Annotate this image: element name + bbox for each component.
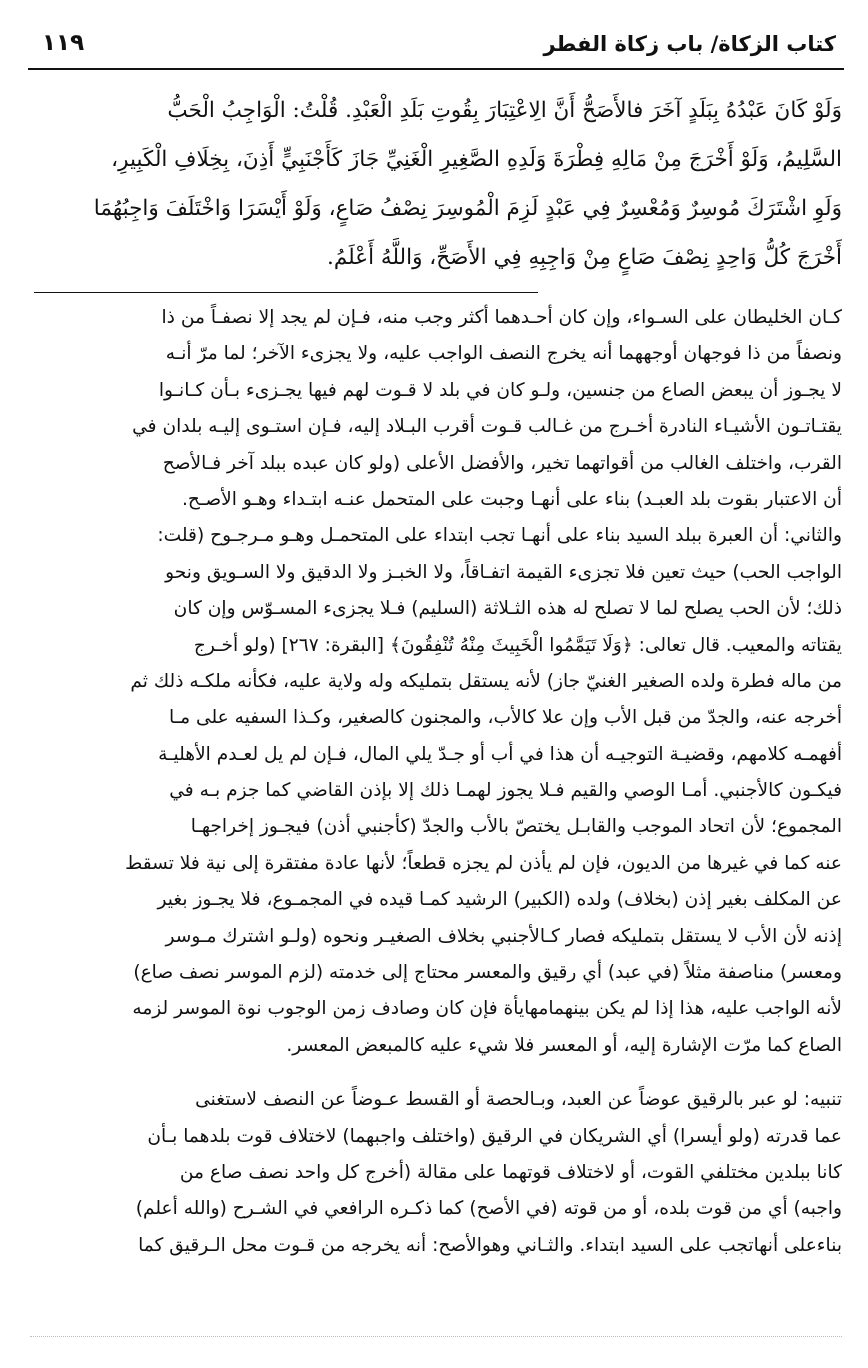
note-line: بناءعلى أنهاتجب على السيد ابتداء. والثـاني وهوالأصح: أنه يخرجه من قـوت محل الـرقيق كما: [138, 1234, 842, 1256]
scan-edge-noise: [30, 1336, 842, 1345]
commentary-line: لأنه الواجب عليه، هذا إذا لم يكن بينهمامهايأة فإن كان وصادف زمن الوجوب نوة الموسر لزمه: [132, 998, 842, 1020]
commentary-line: يقتاته والمعيب. قال تعالى: ﴿وَلَا تَيَمَّمُوا الْخَبِيثَ مِنْهُ تُنْفِقُونَ﴾ [البقرة: ٢٦٧] (ولو أخـرج: [193, 634, 842, 656]
commentary-line: ذلك؛ لأن الحب يصلح لما لا تصلح له هذه الثـلاثة (السليم) فـلا يجزىء المسـوّس وإن كان: [173, 598, 842, 620]
matn-line: وَلَوِ اشْتَرَكَ مُوسِرٌ وَمُعْسِرٌ فِي عَبْدٍ لَزِمَ الْمُوسِرَ نِصْفُ صَاعٍ، وَلَوْ أَيْسَرَا وَاخْتَلَفَ وَاجِبُهُمَا: [93, 196, 842, 221]
matn-line: وَلَوْ كَانَ عَبْدُهُ بِبَلَدٍ آخَرَ فالأَصَحُّ أَنَّ الِاعْتِبَارَ بِقُوتِ بَلَدِ الْعَبْدِ. قُلْتُ: الْوَاجِبُ الْحَبُّ: [167, 98, 842, 123]
note-line: كانا ببلدين مختلفي القوت، أو لاختلاف قوتهما على مقالة (أخرج كل واحد نصف صاع من: [179, 1161, 842, 1183]
note-line: عما قدرته (ولو أيسرا) أي الشريكان في الرقيق (واختلف واجبهما) لاختلاف قوت بلدهما بـأن: [147, 1125, 842, 1147]
page-header: [28, 28, 844, 70]
commentary-line: من ماله فطرة ولده الصغير الغنيّ جاز) لأنه يستقل بتمليكه وله ولاية عليه، فكأنه ملكـه ذلك ثم: [130, 670, 842, 692]
commentary-line: الصاع كما مرّت الإشارة إليه، أو المعسر فلا شيء عليه كالمبعض المعسر.: [286, 1034, 842, 1056]
header-rule: [28, 68, 844, 70]
commentary-line: لا يجـوز أن يبعض الصاع من جنسين، ولـو كان في بلد لا قـوت لهم فيها يجـزىء بـأن كـانـوا: [158, 379, 842, 401]
commentary-line: ومعسر) مناصفة مثلاً (في عبد) أي رقيق والمعسر محتاج إلى خدمته (لزم الموسر نصف صاع): [133, 962, 842, 984]
paragraph-gap: [30, 1064, 842, 1082]
commentary-line: أخرجه عنه، والجدّ من قبل الأب وإن علا كالأب، والمجنون كالصغير، وكـذا السفيه على مـا: [169, 707, 842, 729]
matn-separator-rule: [34, 292, 538, 293]
matn-line: السَّلِيمُ، وَلَوْ أَخْرَجَ مِنْ مَالِهِ فِطْرَةَ وَلَدِهِ الصَّغِيرِ الْغَنِيِّ جَازَ كَأَجْنَبِيٍّ أَذِنَ، بِخِلَافِ الْكَبِيرِ،: [111, 147, 842, 172]
commentary-line: عنه كما في غيرها من الديون، فإن لم يأذن لم يجزه قطعاً؛ لأنها عادة مفتقرة إلى نية فلا تسقط: [125, 852, 842, 874]
commentary-line: يقتـاتـون الأشيـاء النادرة أخـرج من غـالب قـوت أقرب البـلاد إليه، فـإن استـوى إليـه بلدان في: [132, 416, 842, 438]
matn-text-block: [34, 86, 842, 282]
commentary-line: أفهمـه كلامهم، وقضيـة التوجيـه أن هذا في أب أو جـدّ يلي المال، فـإن لم يل لعـدم الأهليـة: [158, 743, 842, 765]
commentary-line: فيكـون كالأجنبي. أمـا الوصي والقيم فـلا يجوز لهمـا ذلك إلا بإذن القاضي كما جزم بـه في: [169, 780, 842, 802]
commentary-line: القرب، واختلف الغالب من أقواتهما تخير، والأفضل الأعلى (ولو كان عبده ببلد آخر فـالأصح: [162, 452, 842, 474]
commentary-line: إذنه لأن الأب لا يستقل بتمليكه فصار كـالأجنبي بخلاف الصغيـر ونحوه (ولـو اشترك مـوسر: [165, 925, 842, 947]
commentary-text-block: [30, 300, 842, 1264]
commentary-line: ونصفاً من ذا فوجهان أوجههما أنه يخرج النصف الواجب عليه، ولا يجزىء الآخر؛ لما مرّ أنـه: [165, 343, 842, 365]
page-number: ١١٩: [42, 30, 85, 56]
note-line: واجبه) أي من قوت بلده، أو من قوته (في الأصح) كما ذكـره الرافعي في الشـرح (والله أعلم): [135, 1198, 842, 1220]
commentary-line: والثاني: أن العبرة ببلد السيد بناء على أنهـا تجب ابتداء على المتحمـل وهـو مـرجـوح (قلت:: [157, 525, 842, 547]
note-line: تنبيه: لو عبر بالرقيق عوضاً عن العبد، وبـالحصة أو القسط عـوضاً عن النصف لاستغنى: [195, 1089, 842, 1111]
commentary-line: كـان الخليطان على السـواء، وإن كان أحـدهما أكثر وجب منه، فـإن لم يجد إلا نصفـاً من ذا: [161, 307, 842, 328]
matn-line: أَخْرَجَ كُلُّ وَاحِدٍ نِصْفَ صَاعٍ مِنْ وَاجِبِهِ فِي الأَصَحِّ، وَاللَّهُ أَعْلَمُ.: [327, 245, 842, 270]
commentary-line: الواجب الحب) حيث تعين فلا تجزىء القيمة اتفـاقاً، ولا الخبـز ولا الدقيق ولا السـويق ونحو: [165, 561, 842, 583]
commentary-line: المجموع؛ لأن اتحاد الموجب والقابـل يختصّ بالأب والجدّ (كأجنبي أذن) فيجـوز إخراجهـا: [190, 816, 842, 838]
commentary-line: عن المكلف بغير إذن (بخلاف) ولده (الكبير) الرشيد كمـا قيده في المجمـوع، فلا يجـوز بغير: [157, 889, 842, 911]
running-title: كتاب الزكاة/ باب زكاة الفطر: [543, 32, 836, 56]
commentary-line: أن الاعتبار بقوت بلد العبـد) بناء على أنهـا وجبت على المتحمل عنـه ابتـداء وهـو الأصـح.: [182, 488, 842, 510]
